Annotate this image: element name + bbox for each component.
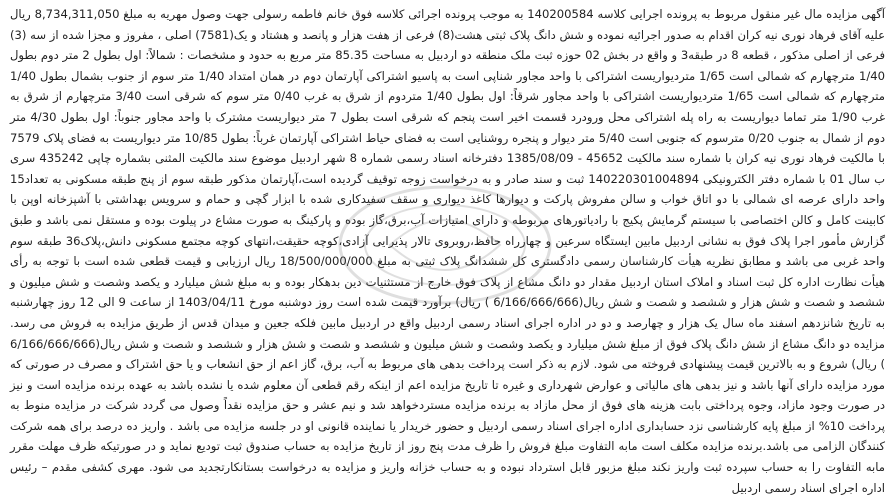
auction-notice-text: آگهی مزایده مال غیر منقول مربوط به پرونده اجرایی کلاسه 140200584 به موجب پرونده اجرائی کلاسه فوق خانم فاطمه رسولی جهت وصول مهریه به مبلغ 8,734,311,050 ریال علیه آقای فرهاد نوری نیه کران اقدام به صدور اجرائیه نموده و شش دانگ پلاک ثبتی هشت(8) فرعی از هفت هزار و پانصد و هشتاد و یک(7581) اصلی ، مفروز و مجزا شده از سه (3) فرعی از اصلی مذکور ، قطعه 8 در طبقه3 و واقع در بخش 02 حوزه ثبت ملک منطقه دو اردبیل به مساحت 85.35 متر مربع به حدود و مشخصات : شمالاً: اول بطول 2 متر دوم بطول 1/40 مترچهارم که شمالی است 1/65 متردیواریست اشتراکی با واحد مجاور شناپی است به پاسیو اشتراکی آپارتمان دوم در همان امتداد 1/40 متر سوم از جنوب بشمال بطول 1/40 مترچهارم که شمالی است 1/65 متردیواریست اشتراکی با واحد مجاور شرقاً: اول بطول 1/40 متردوم از شرق به غرب 0/40 متر سوم که شرقی است 3/40 مترچهارم از شرق به غرب 1/90 متر تماما دیواریست به راه پله اشتراکی محل ورودرد قسمت اخیر است پنجم که شرقی است بطول 7 متر دیواریست مشترک با واحد مجاور جنوباً: اول بطول 4/30 متر دوم از شمال به جنوب 0/20 مترسوم که جنوبی است 5/40 متر دیوار و پنجره روشنایی است به فضای حیاط اشتراکی آپارتمان غرباً: بطول 10/85 متر دیواریست به فضای پلاک 7579 با مالکیت فرهاد نوری نیه کران با شماره سند مالکیت 45652 - 1385/08/09 دفترخانه اسناد رسمی شماره 8 شهر اردبیل موضوع سند مالکیت المثنی بشماره چاپی 435242 سری ب سال 01 با شماره دفتر الکترونیکی 140220301004894 ثبت و سند صادر و به درخواست زوجه توقیف گردیده است،آپارتمان مذکور طبقه سوم از پنج طبقه مسکونی به تعداد15 واحد دارای عرصه ای شمالی با دو اتاق خواب و سالن مفروش پارکت و دیوارها کاغذ دیواری و سقف سفیدکاری شده با ابزار گچی و حمام و سرویس بهداشتی با آشپزخانه اوپن با کابینت کامل و کالن اختصاصی با سیستم گرمایش پکیج با رادیاتورهای مربوطه و دارای امتیازات آب،برق،گاز بوده و پارکینگ به صورت مشاع در پیلوت بوده و مستقل نمی باشد و طبق گزارش مأمور اجرا پلاک فوق به نشانی اردبیل مابین ایستگاه سرعین و چهارراه حافظ،روبروی تالار پذیرایی آزادی،کوچه حقیقت،انتهای کوچه مجتمع مسکونی دانش،پلاک36 طبقه سوم واحد غربی می باشد و مطابق نظریه هیأت کارشناسان رسمی دادگستری کل ششدانگ پلاک ثبتی به مبلغ 18/500/000/000 ریال ارزیابی و قیمت قطعی شده است با توجه به رأی هیأت نظارت اداره کل ثبت اسناد و املاک استان اردبیل مقدار دو دانگ مشاع از پلاک فوق خارج از مستثنیات دین بدهکار بوده و به مبلغ شش میلیارد و یکصد وشصت و شش میلیون و ششصد و شصت و شش هزار و ششصد و شصت و شش ریال(6/166/666/666 ) ریال) برآورد قیمت شده است روز دوشنبه مورخ 1403/04/11 از ساعت 9 الی 12 روز چهارشنبه به تاریخ شانزدهم اسفند ماه سال یک هزار و چهارصد و دو در اداره اجرای اسناد رسمی اردبیل واقع در اردبیل مابین فلکه جعین و میدان قدس از طریق مزایده به فروش می رسد. مزایده دو دانگ مشاع از شش دانگ پلاک فوق از مبلغ شش میلیارد و یکصد وشصت و شش میلیون و ششصد و شصت و شش هزار و ششصد و شصت و شش ریال(6/166/666/666 ) ریال) شروع و به بالاترین قیمت پیشنهادی فروخته می شود. لازم به ذکر است پرداخت بدهی های مربوط به آب، برق، گاز اعم از حق انشعاب و یا حق اشتراک و مصرف در صورتی که مورد مزایده دارای آنها باشد و نیز بدهی های مالیاتی و عوارض شهرداری و غیره تا تاریخ مزایده اعم از اینکه رقم قطعی آن معلوم شده یا نشده باشد به عهده برنده مزایده است و نیز در صورت وجود مازاد، وجوه پرداختی بابت هزینه های فوق از محل مازاد به برنده مزایده مستردخواهد شد و نیم عشر و حق مزایده نقداً وصول می گردد شرکت در مزایده منوط به پرداخت 10% از مبلغ پایه کارشناسی نزد حسابداری اداره اجرای اسناد رسمی اردبیل و حضور خریدار یا نماینده قانونی او در جلسه مزایده می باشد . واریز ده درصد برای همه شرکت کنندگان الزامی می باشد.برنده مزایده مکلف است مابه التفاوت مبلغ فروش را ظرف مدت پنج روز از تاریخ مزایده به حساب صندوق ثبت تودیع نماید و در صورتیکه ظرف مهلت مقرر مابه التفاوت را به حساب سپرده ثبت واریز نکند مبلغ مزبور قابل استرداد نبوده و به حساب خزانه واریز و مزایده به درخواست بستانکارتجدید می شود. مهری کشفی مقدم – رئیس اداره اجرای اسناد رسمی اردبیل <box>10 7 886 495</box>
